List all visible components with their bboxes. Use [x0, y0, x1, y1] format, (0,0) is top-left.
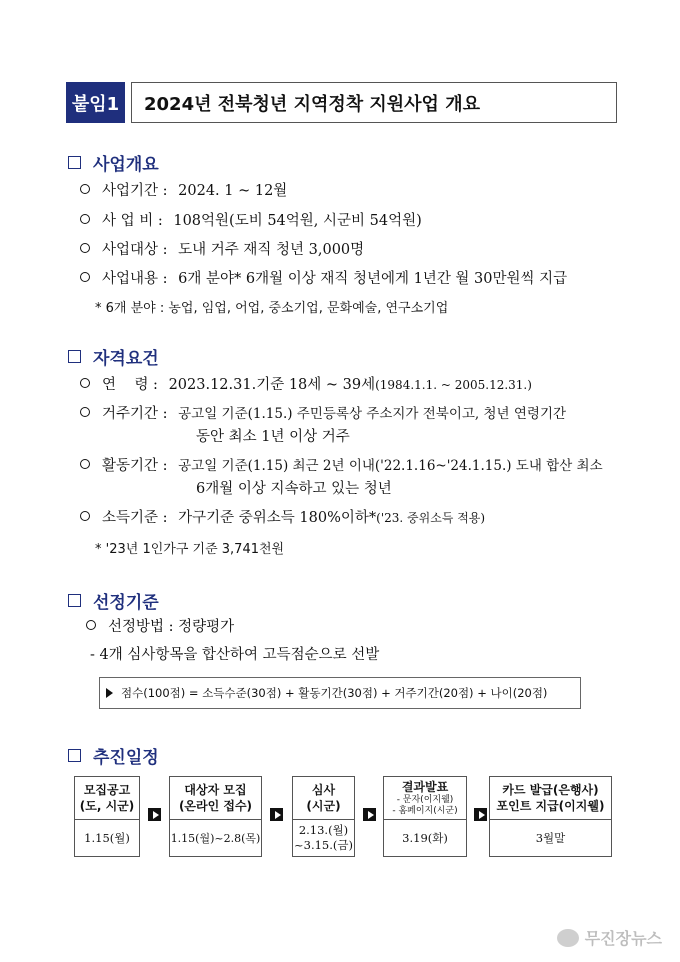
- score-formula: 점수(100점) = 소득수준(30점) + 활동기간(30점) + 거주기간(20점) + 나이(20점): [121, 686, 548, 700]
- eligibility-activity: 활동기간 : 공고일 기준(1.15) 최근 2년 이내('22.1.16~'24.1.15.) 도내 합산 최소: [80, 456, 603, 476]
- step-title: 결과발표 - 문자(이지웰) - 홈페이지(시군): [384, 777, 466, 820]
- circle-bullet-icon: [80, 243, 90, 253]
- step-date: 2.13.(월) ~3.15.(금): [294, 823, 353, 852]
- circle-bullet-icon: [80, 459, 90, 469]
- schedule-step-review: [292, 776, 355, 857]
- overview-budget: 사 업 비 : 108억원(도비 54억원, 시군비 54억원): [80, 211, 422, 231]
- circle-bullet-icon: [80, 511, 90, 521]
- step-title: 모집공고 (도, 시군): [75, 777, 139, 820]
- step-title: 카드 발급(은행사) 포인트 지급(이지웰): [490, 777, 611, 820]
- watermark-logo: 무진장뉴스: [557, 926, 662, 949]
- selection-detail: - 4개 심사항목을 합산하여 고득점순으로 선발: [90, 647, 380, 663]
- arrow-right-icon: [363, 808, 376, 821]
- step-date: 1.15(월)~2.8(목): [170, 831, 261, 845]
- section-overview-heading: [68, 150, 159, 175]
- circle-bullet-icon: [86, 620, 96, 630]
- step-date: 1.15(월): [84, 830, 130, 845]
- document-title: 2024년 전북청년 지역정착 지원사업 개요: [131, 82, 617, 123]
- eligibility-income: 소득기준 : 가구기준 중위소득 180%이하*('23. 중위소득 적용): [80, 508, 485, 528]
- circle-bullet-icon: [80, 184, 90, 194]
- schedule-step-announcement: [74, 776, 140, 857]
- section-title: 추진일정: [93, 748, 159, 768]
- circle-bullet-icon: [80, 272, 90, 282]
- square-icon: [68, 350, 81, 363]
- logo-icon: [557, 929, 579, 947]
- overview-note: * 6개 분야 : 농업, 임업, 어업, 중소기업, 문화예술, 연구소기업: [95, 301, 449, 316]
- schedule-step-results: [383, 776, 467, 857]
- triangle-right-icon: [106, 688, 113, 698]
- eligibility-note: * '23년 1인가구 기준 3,741천원: [95, 542, 285, 557]
- eligibility-residence: 거주기간 : 공고일 기준(1.15.) 주민등록상 주소지가 전북이고, 청년 연령기간: [80, 404, 566, 424]
- circle-bullet-icon: [80, 407, 90, 417]
- attachment-badge: 붙임1: [66, 82, 125, 123]
- schedule-step-recruitment: [169, 776, 262, 857]
- score-formula-box: [99, 677, 581, 709]
- overview-target: 사업대상 : 도내 거주 재직 청년 3,000명: [80, 240, 364, 260]
- section-title: 사업개요: [93, 155, 159, 175]
- step-date: 3월말: [535, 830, 566, 845]
- arrow-right-icon: [148, 808, 161, 821]
- step-title: 대상자 모집 (온라인 접수): [170, 777, 261, 820]
- eligibility-residence-cont: 동안 최소 1년 이상 거주: [196, 429, 350, 445]
- section-eligibility-heading: [68, 344, 159, 369]
- section-selection-heading: [68, 588, 159, 613]
- step-date: 3.19(화): [402, 830, 448, 845]
- step-title: 심사 (시군): [293, 777, 354, 820]
- overview-content: 사업내용 : 6개 분야* 6개월 이상 재직 청년에게 1년간 월 30만원씩 지급: [80, 269, 567, 289]
- arrow-right-icon: [270, 808, 283, 821]
- circle-bullet-icon: [80, 378, 90, 388]
- square-icon: [68, 749, 81, 762]
- schedule-step-card-issuance: [489, 776, 612, 857]
- selection-method: 선정방법 : 정량평가: [86, 617, 234, 637]
- square-icon: [68, 594, 81, 607]
- section-title: 자격요건: [93, 349, 159, 369]
- eligibility-activity-cont: 6개월 이상 지속하고 있는 청년: [196, 481, 392, 497]
- arrow-right-icon: [474, 808, 487, 821]
- overview-period: 사업기간 : 2024. 1 ~ 12월: [80, 181, 287, 201]
- square-icon: [68, 156, 81, 169]
- section-schedule-heading: [68, 743, 159, 768]
- eligibility-age: 연 령 : 2023.12.31.기준 18세 ~ 39세(1984.1.1. ~ 2005.12.31.): [80, 375, 532, 395]
- circle-bullet-icon: [80, 214, 90, 224]
- section-title: 선정기준: [93, 593, 159, 613]
